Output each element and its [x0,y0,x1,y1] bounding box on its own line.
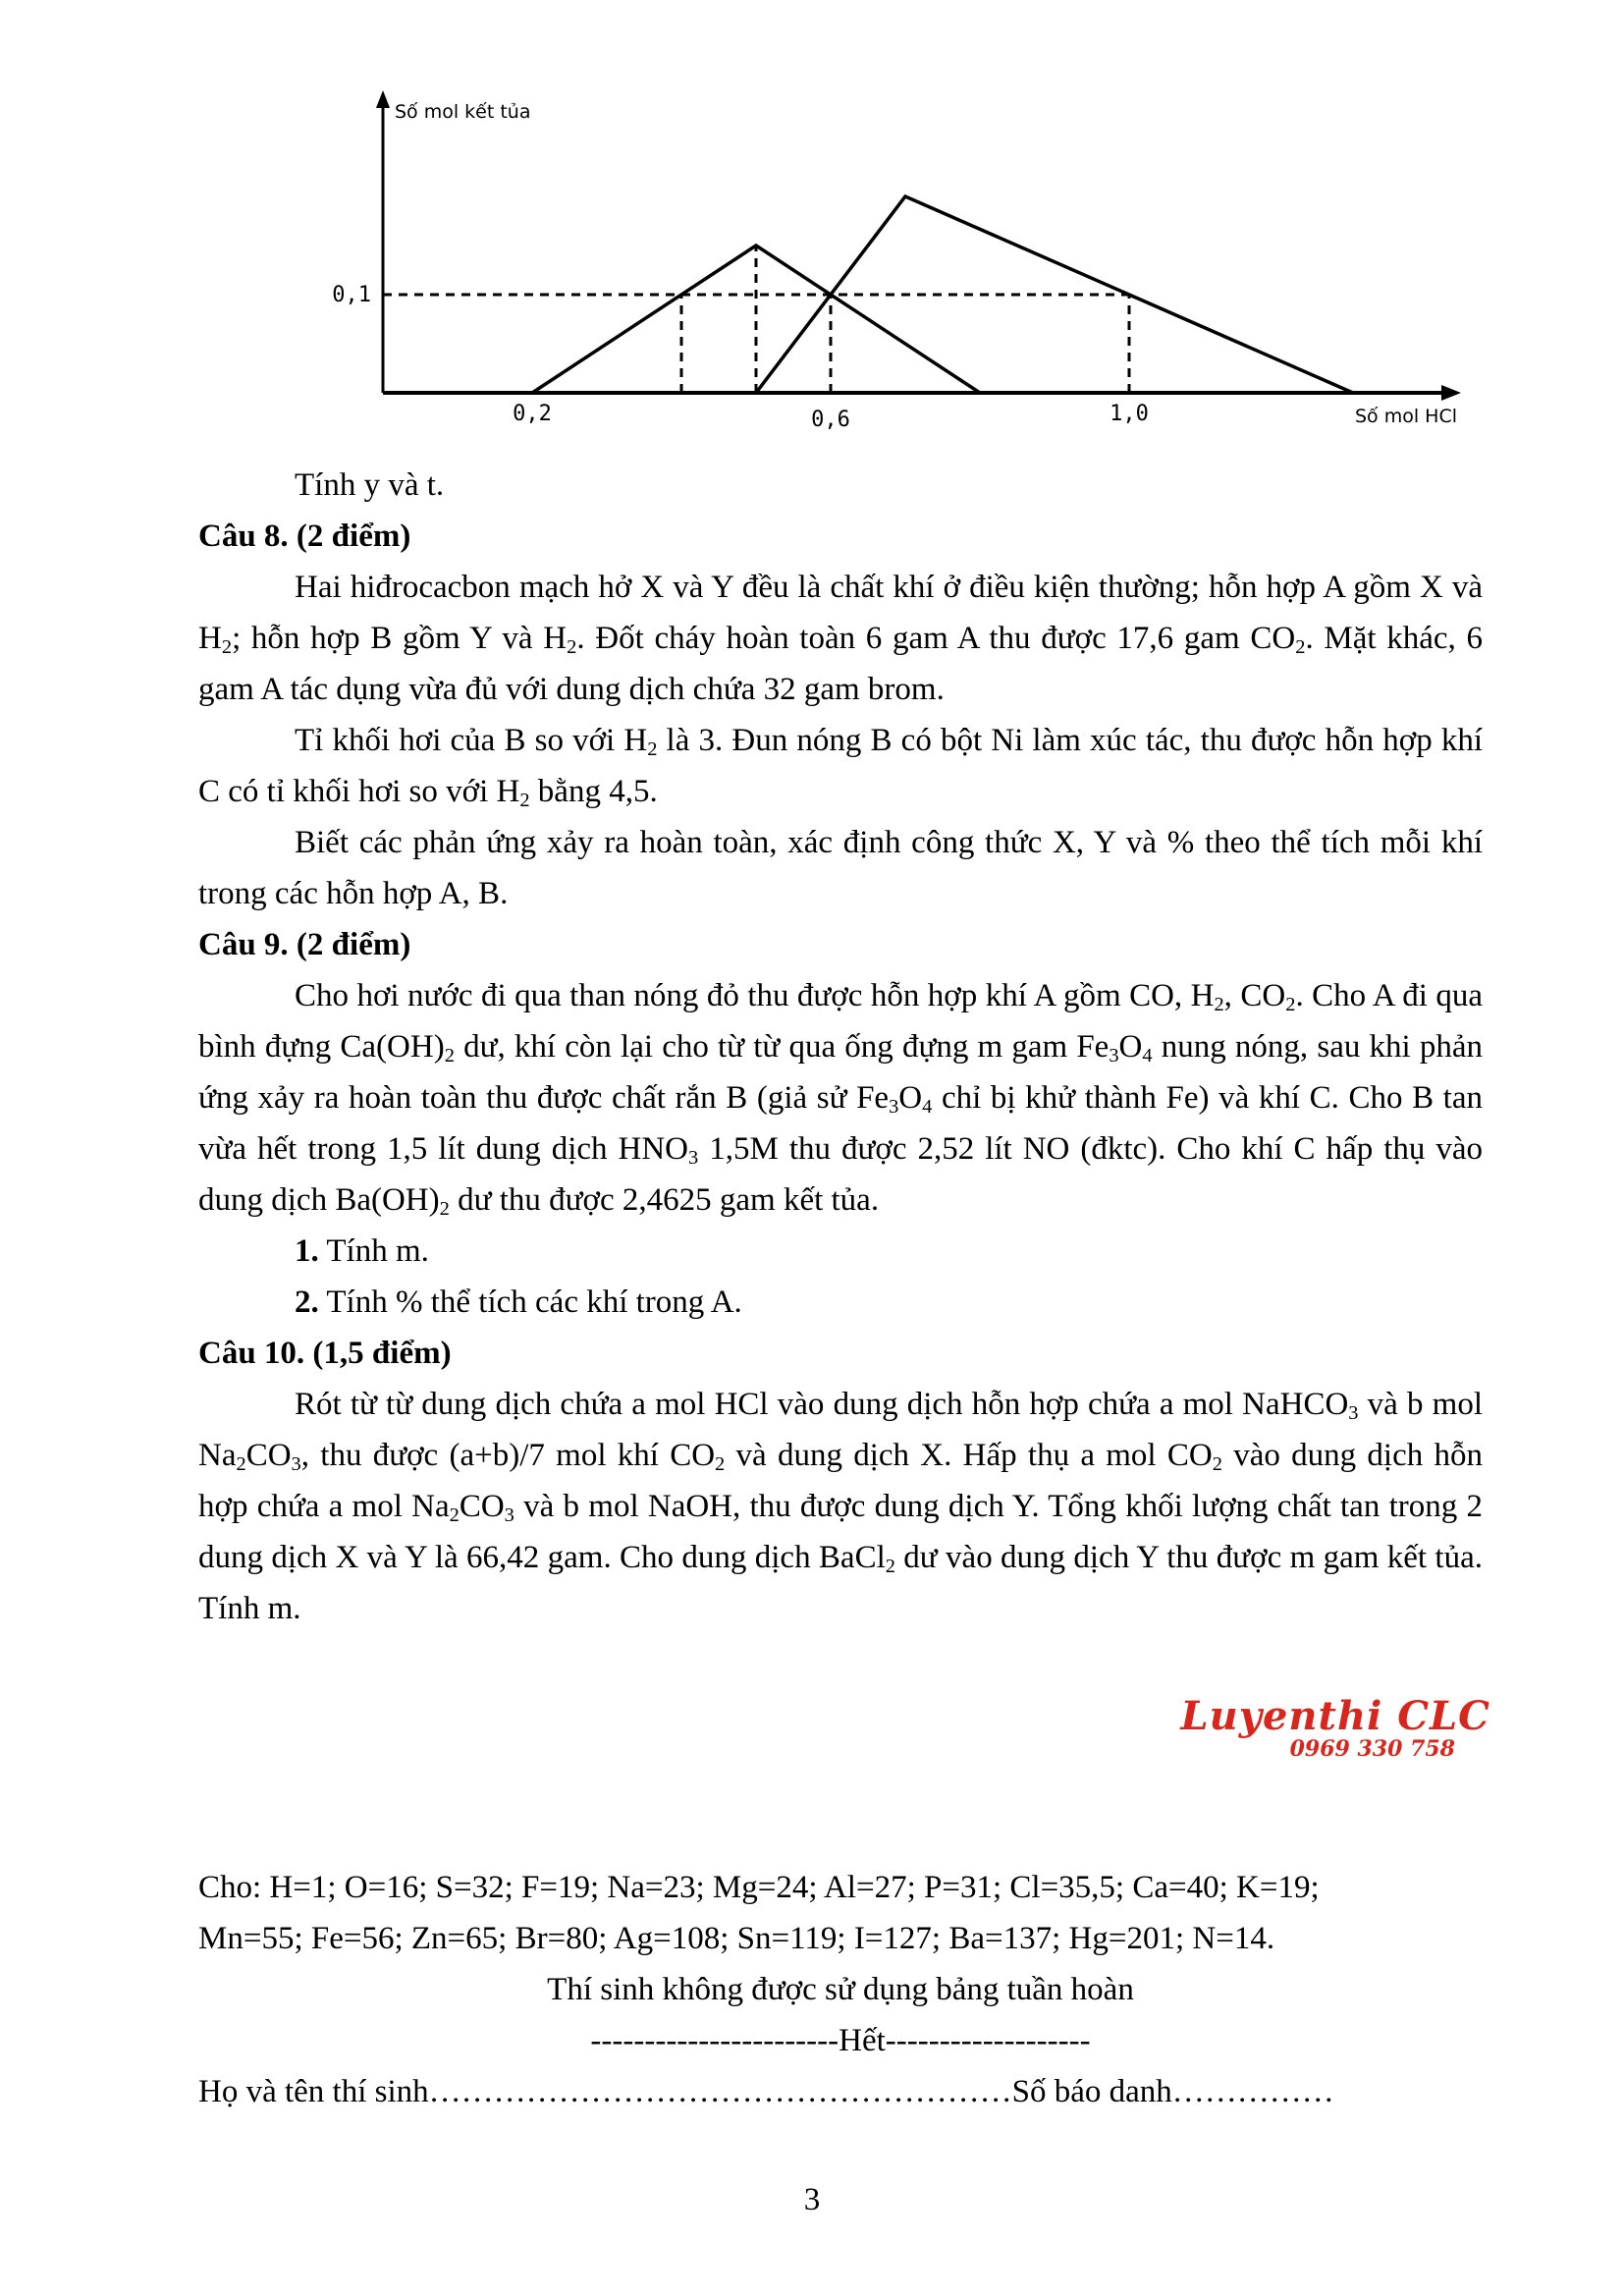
q8-paragraph-2: Tỉ khối hơi của B so với $H_2$ là 3. Đun nóng B có bột Ni làm xúc tác, thu được hỗn hợp khí C có tỉ khối hơi so với $H_2$ bằng 4,5. [198,723,1483,812]
x-axis-arrow [1441,385,1461,401]
q8-paragraph-3: Biết các phản ứng xảy ra hoàn toàn, xác định công thức X, Y và % theo thể tích mỗi khí trong các hỗn hợp A, B. [198,825,1483,911]
footer-section [198,1862,1483,2117]
atomic-masses-line-1: Cho: H=1; O=16; S=32; F=19; Na=23; Mg=24; Al=27; P=31; Cl=35,5; Ca=40; K=19; [198,1870,1320,1905]
q10-heading: Câu 10. (1,5 điểm) [198,1336,452,1371]
logo-phone: 0969 330 758 [1289,1736,1455,1762]
q10-paragraph: Rót từ từ dung dịch chứa a mol HCl vào dung dịch hỗn hợp chứa a mol NaHCO$_3$ và b mol $Na_2CO_3$, thu được (a+b)/7 mol khí $CO_2$ và dung dịch X. Hấp thụ a mol $CO_2$ vào dung dịch hỗn hợp chứa a mol $Na_2CO_3$ và b mol NaOH, thu được dung dịch Y. Tổng khối lượng chất tan trong 2 dung dịch X và Y là 66,42 gam. Cho dung dịch BaCl$_2$ dư vào dung dịch Y thu được m gam kết tủa. Tính m. [198,1387,1483,1626]
exam-content [198,460,1483,1634]
candidate-info-line: Họ và tên thí sinh………………………………………………Số báo danh…………… [198,2074,1334,2109]
page-number: 3 [803,2182,821,2217]
precipitate-chart [314,88,1473,442]
q9-item-2: 2. Tính % thể tích các khí trong A. [295,1285,742,1320]
atomic-masses-line-2: Mn=55; Fe=56; Zn=65; Br=80; Ag=108; Sn=119; I=127; Ba=137; Hg=201; N=14. [198,1921,1275,1956]
end-marker: -----------------------Hết------------------- [590,2023,1091,2058]
y-axis-label: Số mol kết tủa [395,101,531,123]
q9-paragraph-1: Cho hơi nước đi qua than nóng đỏ thu được hỗn hợp khí A gồm CO, $H_2$, $CO_2$. Cho A đi qua bình đựng $Ca(OH)_2$ dư, khí còn lại cho từ từ qua ống đựng m gam $Fe_3O_4$ nung nóng, sau khi phản ứng xảy ra hoàn toàn thu được chất rắn B (giả sử $Fe_3O_4$ chỉ bị khử thành Fe) và khí C. Cho B tan vừa hết trong 1,5 lít dung dịch $HNO_3$ 1,5M thu được 2,52 lít NO (đktc). Cho khí C hấp thụ vào dung dịch $Ba(OH)_2$ dư thu được 2,4625 gam kết tủa. [198,978,1484,1221]
periodic-table-note: Thí sinh không được sử dụng bảng tuần hoàn [547,1972,1134,2007]
q9-heading: Câu 9. (2 điểm) [198,927,411,962]
x-tick-label-1: 0,2 [513,402,552,426]
x-tick-label-3: 1,0 [1110,402,1149,426]
chart-svg [314,88,1473,442]
logo-name: Luyenthi CLC [1180,1693,1490,1739]
q8-heading: Câu 8. (2 điểm) [198,519,411,554]
q7-tail: Tính y và t. [295,467,445,503]
y-tick-label-1: 0,1 [332,283,371,307]
x-tick-label-2: 0,6 [811,408,850,432]
y-axis-arrow [376,90,390,108]
q8-paragraph-1: Hai hiđrocacbon mạch hở X và Y đều là chất khí ở điều kiện thường; hỗn hợp A gồm X và $H_2$; hỗn hợp B gồm Y và $H_2$. Đốt cháy hoàn toàn 6 gam A thu được 17,6 gam $CO_2$. Mặt khác, 6 gam A tác dụng vừa đủ với dung dịch chứa 32 gam brom. [198,570,1483,707]
x-axis-label: Số mol HCl [1354,406,1457,427]
brand-logo [1166,1693,1490,1766]
q9-item-1: 1. Tính m. [295,1233,429,1269]
